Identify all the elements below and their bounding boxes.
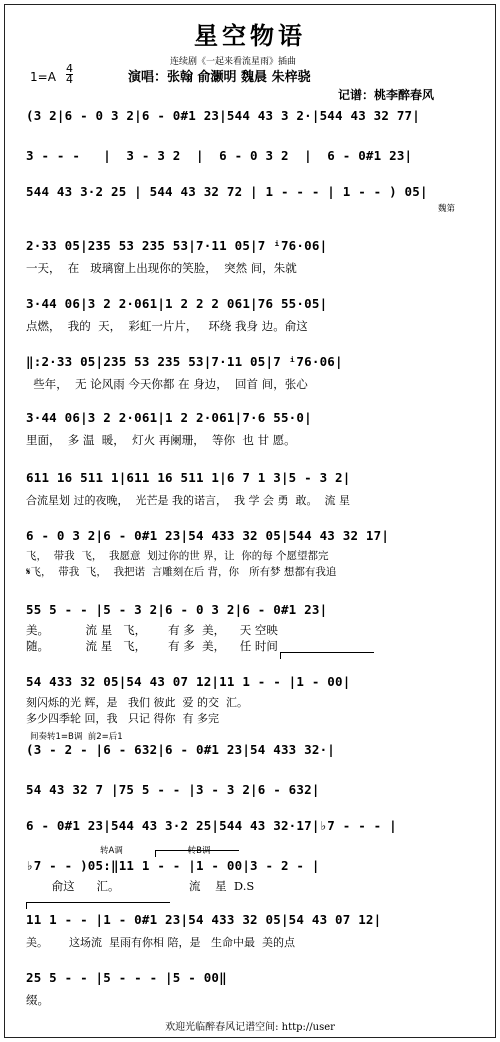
score-notes: 2·33 05|235 53 235 53|7·11 05|7 ⁱ76·06| <box>26 238 328 253</box>
score-lyrics: 美。 流 星 飞， 有 多 美， 天 空映 <box>26 623 278 637</box>
score-notes: 6 - 0 3 2|6 - 0#1 23|54 433 32 05|544 43 32 17| <box>26 528 390 543</box>
score-notes: 3 - - - | 3 - 3 2 | 6 - 0 3 2 | 6 - 0#1 23| <box>26 148 413 163</box>
time-signature-bottom: 4 <box>66 73 73 86</box>
score-lyrics: 俞这 汇。 流 星 D.S <box>26 879 255 893</box>
score-notes: 11 1 - - |1 - 0#1 23|54 433 32 05|54 43 07 12| <box>26 912 382 927</box>
score-notes: ♭7 - - )05:‖11 1 - - |1 - 00|3 - 2 - | <box>26 858 320 873</box>
score-lyrics-2: 𝄋飞， 带我 飞， 我把诺 言雕刻在后 背，你 所有梦 想都有我追 <box>26 566 337 578</box>
score-lyrics: 美。 这场流 星雨有你相 陪，是 生命中最 美的点 <box>26 936 295 949</box>
score-lyrics: 合流星划 过的夜晚， 光芒是 我的诺言， 我 学 会 勇 敢。 流 星 <box>26 494 350 507</box>
score-lyrics: 缀。 <box>26 993 49 1007</box>
score-lyrics: 一天， 在 玻璃窗上出现你的笑脸， 突然 间，朱就 <box>26 261 297 275</box>
score-notes: 55 5 - - |5 - 3 2|6 - 0 3 2|6 - 0#1 23| <box>26 602 328 617</box>
key-change-note: 转A调 转B调 <box>100 846 211 856</box>
score-lyrics: 刻闪烁的光 辉，是 我们 彼此 爱 的交 汇。 <box>26 696 248 709</box>
time-signature <box>66 64 73 85</box>
score-notes: 6 - 0#1 23|544 43 3·2 25|544 43 32·17|♭7 - - - | <box>26 818 397 833</box>
song-subtitle: 连续剧《一起来看流星雨》插曲 <box>170 57 297 67</box>
key-signature: 1=A <box>30 70 56 84</box>
score-notes: ‖:2·33 05|235 53 235 53|7·11 05|7 ⁱ76·06| <box>26 354 343 369</box>
interlude-note: 间奏转1=B调 前2=后1 <box>30 732 123 742</box>
score-notes: 544 43 3·2 25 | 544 43 32 72 | 1 - - - | 1 - - ) 05| <box>26 184 428 199</box>
transcriber: 记谱：桃李醉春风 <box>338 88 435 102</box>
score-notes: (3 - 2 - |6 - 632|6 - 0#1 23|54 433 32·| <box>26 742 336 757</box>
volta-2 <box>155 850 239 857</box>
score-notes: 25 5 - - |5 - - - |5 - 00‖ <box>26 970 227 985</box>
song-title: 星空物语 <box>194 21 306 50</box>
score-notes: 3·44 06|3 2 2·061|1 2 2·061|7·6 55·0| <box>26 410 312 425</box>
score-lyrics: 魏第 <box>438 204 456 214</box>
score-lyrics-2: 随。 流 星 飞， 有 多 美， 任 时间 <box>26 639 278 653</box>
score-notes: 54 43 32 7 |75 5 - - |3 - 3 2|6 - 632| <box>26 782 320 797</box>
score-lyrics: 里面， 多 温 暖， 灯火 再阑珊， 等你 也 甘 愿。 <box>26 433 296 447</box>
score-lyrics: 些年， 无 论风雨 今天你都 在 身边， 回首 间，张心 <box>26 377 308 391</box>
time-signature-top: 4 <box>66 62 73 75</box>
score-notes: 3·44 06|3 2 2·061|1 2 2 2 061|76 55·05| <box>26 296 328 311</box>
score-notes: 54 433 32 05|54 43 07 12|11 1 - - |1 - 00| <box>26 674 351 689</box>
volta-1 <box>280 652 374 659</box>
score-lyrics: 点燃， 我的 天， 彩虹一片片， 环绕 我身 边。俞这 <box>26 319 308 333</box>
volta-3 <box>26 902 170 909</box>
score-lyrics-2: 多少四季轮 回，我 只记 得你 有 多完 <box>26 712 219 725</box>
singers: 演唱：张翰 俞灏明 魏晨 朱梓骁 <box>128 70 311 85</box>
score-notes: 611 16 511 1|611 16 511 1|6 7 1 3|5 - 3 2| <box>26 470 351 485</box>
score-lyrics: 飞， 带我 飞， 我愿意 划过你的世 界，让 你的每 个愿望都完 <box>26 550 329 562</box>
footer-text: 欢迎光临醉春风记谱空间: http://user <box>165 1022 335 1033</box>
score-notes: (3 2|6 - 0 3 2|6 - 0#1 23|544 43 3 2·|544 43 32 77| <box>26 108 421 123</box>
